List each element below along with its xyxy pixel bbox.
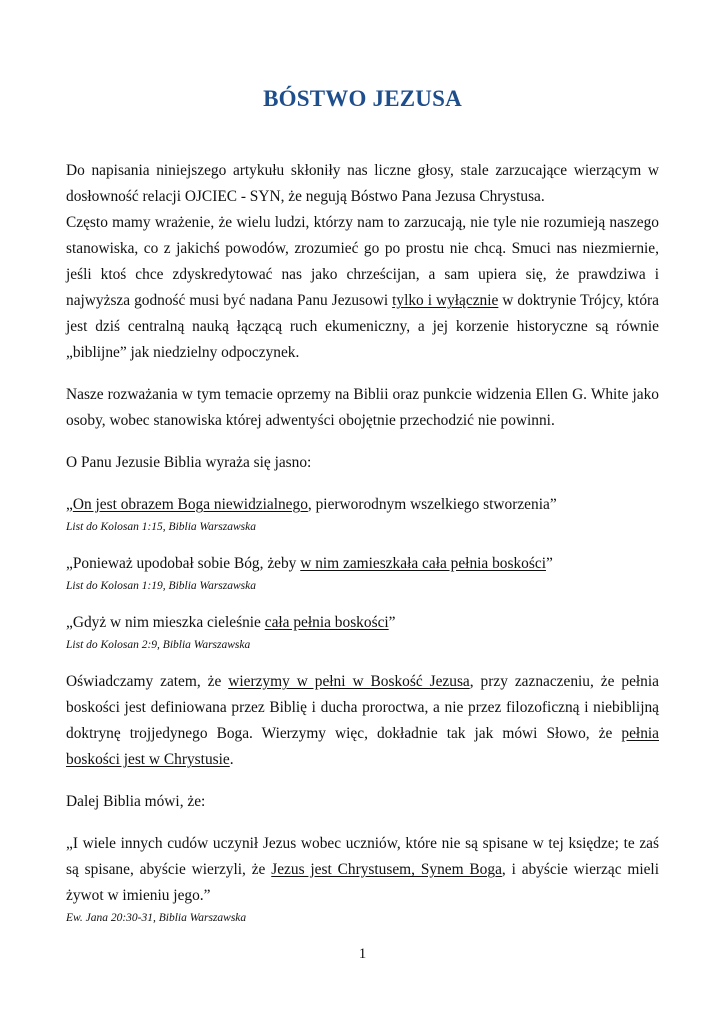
quote-4-rest: , i abyście wierząc mieli żywot w imieniu jego.” <box>66 861 659 904</box>
bible-says-text: O Panu Jezusie Biblia wyraża się jasno: <box>66 454 312 471</box>
quote-1-underline: On jest obrazem Boga niewidzialnego <box>72 496 308 513</box>
document-title: BÓSTWO JEZUSA <box>263 86 462 111</box>
intro-paragraph <box>66 158 659 210</box>
approach-text: Nasze rozważania w tym temacie oprzemy na Biblii oraz punkcie widzenia Ellen G. White jako osoby, wobec stanowiska której adwentyści obojętnie przechodzić nie powinni. <box>66 386 659 429</box>
citation-colossians-1-19: List do Kolosan 1:19, Biblia Warszawska <box>66 580 256 592</box>
quote-3-rest: ” <box>388 614 396 631</box>
quote-3-open: „Gdyż w nim mieszka cieleśnie <box>66 614 265 631</box>
declaration-paragraph <box>66 669 659 773</box>
citation-colossians-1-15: List do Kolosan 1:15, Biblia Warszawska <box>66 521 256 533</box>
further-text: Dalej Biblia mówi, że: <box>66 793 206 810</box>
quote-john-20-30 <box>66 831 659 909</box>
quote-2-rest: ” <box>545 555 553 572</box>
quote-4-underline: Jezus jest Chrystusem, Synem Boga <box>271 861 502 878</box>
declaration-text-b: , przy zaznaczeniu, że pełnia boskości jest definiowana przez Biblię i ducha proroctwa, a nie przez filozoficzną i niebiblijną doktrynę trojjedynego Boga. Wierzymy więc, dokładnie tak jak mówi Słowo, że <box>66 673 659 742</box>
citation-colossians-2-9: List do Kolosan 2:9, Biblia Warszawska <box>66 639 251 651</box>
quote-1-open: „ <box>66 496 73 513</box>
context-text-b: w doktrynie Trójcy, która jest dziś centralną nauką łączącą ruch ekumeniczny, a jej korzenie historyczne są równie „biblijne” jak niedzielny odpoczynek. <box>66 292 659 361</box>
quote-3-underline: cała pełnia boskości <box>264 614 389 631</box>
further-paragraph <box>66 789 659 815</box>
quote-2-underline: w nim zamieszkała cała pełnia boskości <box>300 555 546 572</box>
declaration-underline-1: wierzymy w pełni w Boskość Jezusa <box>228 673 470 690</box>
page-number: 1 <box>358 946 367 962</box>
declaration-text-a: Oświadczamy zatem, że <box>66 673 229 690</box>
quote-4-open: „I wiele innych cudów uczynił Jezus wobec uczniów, które nie są spisane w tej księdze; te zaś są spisane, abyście wierzyli, że <box>66 835 659 878</box>
quote-colossians-1-15 <box>66 492 659 518</box>
quote-colossians-2-9 <box>66 610 659 636</box>
quote-colossians-1-19 <box>66 551 659 577</box>
context-paragraph <box>66 210 659 366</box>
quote-2-open: „Ponieważ upodobał sobie Bóg, żeby <box>66 555 301 572</box>
bible-says-paragraph <box>66 450 659 476</box>
citation-john-20-30: Ew. Jana 20:30-31, Biblia Warszawska <box>66 912 247 924</box>
intro-text: Do napisania niniejszego artykułu skłoniły nas liczne głosy, stale zarzucające wierzącym w dosłowność relacji OJCIEC - SYN, że negują Bóstwo Pana Jezusa Chrystusa. <box>66 162 659 205</box>
approach-paragraph <box>66 382 659 434</box>
context-underline: tylko i wyłącznie <box>392 292 499 309</box>
context-text-a: Często mamy wrażenie, że wielu ludzi, którzy nam to zarzucają, nie tyle nie rozumieją naszego stanowiska, co z jakichś powodów, zrozumieć go po prostu nie chcą. Smuci nas niezmiernie, jeśli ktoś chce zdyskredytować nas jako chrześcijan, a sam upiera się, że prawdziwa i najwyższa godność musi być nadana Panu Jezusowi <box>66 214 659 309</box>
declaration-underline-2: pełnia boskości jest w Chrystusie <box>66 725 659 768</box>
quote-1-rest: , pierworodnym wszelkiego stworzenia” <box>307 496 557 513</box>
declaration-text-c: . <box>229 751 234 768</box>
